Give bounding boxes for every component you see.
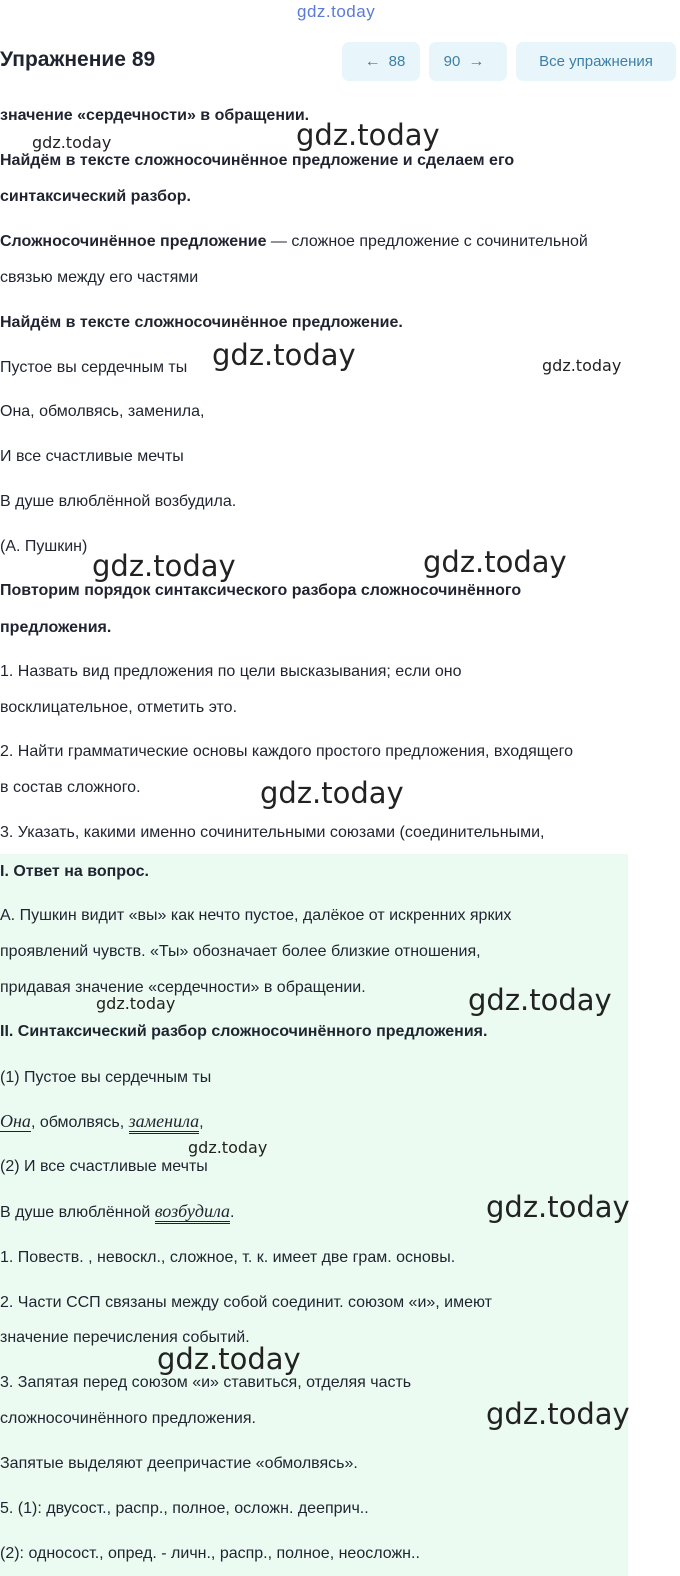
watermark: gdz.today [157, 1342, 301, 1376]
subject-underlined: Она [0, 1111, 31, 1131]
task-line: восклицательное, отметить это. [0, 699, 238, 716]
sentence-fragment: , обмолвясь, [30, 1114, 129, 1131]
answer-heading: I. Ответ на вопрос. [0, 863, 149, 880]
definition-term: Сложносочинённое предложение [0, 233, 267, 250]
predicate-underlined: возбудила [155, 1201, 230, 1224]
sentence-fragment: , [199, 1114, 204, 1131]
task-line: значение «сердечности» в обращении. [0, 107, 310, 124]
analysis-line: 2. Части ССП связаны между собой соединит. союзом «и», имеют [0, 1294, 492, 1311]
definition-text: — сложное предложение с сочинительной [266, 233, 588, 250]
answer-line: придавая значение «сердечности» в обращении. [0, 979, 366, 996]
watermark: gdz.today [468, 983, 612, 1017]
watermark: gdz.today [260, 776, 404, 810]
poem-line: Она, обмолвясь, заменила, [0, 403, 205, 420]
task-line: 2. Найти грамматические основы каждого простого предложения, входящего [0, 743, 574, 760]
task-line: связью между его частями [0, 269, 199, 286]
watermark: gdz.today [486, 1190, 630, 1224]
watermark: gdz.today [423, 545, 567, 579]
watermark: gdz.today [188, 1138, 268, 1157]
task-line: Найдём в тексте сложносочинённое предложение и сделаем его [0, 152, 515, 169]
poem-line: В душе влюблённой возбудила. [0, 493, 237, 510]
all-exercises-label: Все упражнения [539, 53, 653, 70]
task-line: 1. Назвать вид предложения по цели высказывания; если оно [0, 663, 462, 680]
watermark: gdz.today [296, 118, 440, 152]
task-line: Найдём в тексте сложносочинённое предложение. [0, 314, 403, 331]
analysis-line: значение перечисления событий. [0, 1329, 250, 1346]
watermark: gdz.today [542, 356, 622, 375]
next-exercise-label: 90 [443, 53, 461, 70]
sentence-line [0, 1111, 204, 1132]
predicate-underlined: заменила [129, 1111, 200, 1134]
sentence-line: (2) И все счастливые мечты [0, 1158, 208, 1175]
watermark: gdz.today [212, 338, 356, 372]
prev-exercise-button[interactable] [342, 42, 420, 81]
task-line: синтаксический разбор. [0, 188, 191, 205]
watermark: gdz.today [486, 1397, 630, 1431]
task-line: предложения. [0, 619, 112, 636]
watermark: gdz.today [96, 994, 176, 1013]
prev-exercise-label: 88 [388, 53, 406, 70]
task-line: Повторим порядок синтаксического разбора сложносочинённого [0, 582, 522, 599]
analysis-line: 1. Повеств. , невоскл., сложное, т. к. имеет две грам. основы. [0, 1249, 456, 1266]
watermark: gdz.today [92, 549, 236, 583]
definition-line [0, 233, 588, 251]
answer-line: А. Пушкин видит «вы» как нечто пустое, далёкое от искренних ярких [0, 907, 512, 924]
sentence-fragment: В душе влюблённой [0, 1204, 155, 1221]
poem-line: Пустое вы сердечным ты [0, 359, 188, 376]
arrow-right-icon: → [468, 52, 485, 70]
analysis-line: сложносочинённого предложения. [0, 1410, 256, 1427]
answer-line: проявлений чувств. «Ты» обозначает более близкие отношения, [0, 943, 481, 960]
arrow-left-icon: ← [364, 52, 381, 70]
next-exercise-button[interactable] [429, 42, 507, 81]
sentence-line [0, 1201, 234, 1222]
answer-heading: II. Синтаксический разбор сложносочинённого предложения. [0, 1023, 488, 1040]
sentence-fragment: . [230, 1204, 235, 1221]
watermark: gdz.today [32, 133, 112, 152]
analysis-line: 3. Запятая перед союзом «и» ставиться, отделяя часть [0, 1374, 412, 1391]
analysis-line: Запятые выделяют деепричастие «обмолвясь». [0, 1455, 358, 1472]
all-exercises-button[interactable] [516, 42, 676, 81]
poem-author: (А. Пушкин) [0, 538, 88, 555]
page-title: Упражнение 89 [0, 48, 156, 71]
site-logo[interactable]: gdz.today [297, 2, 376, 21]
analysis-line: 5. (1): двусост., распр., полное, осложн. дееприч.. [0, 1500, 369, 1517]
analysis-line: (2): односост., опред. - личн., распр., полное, неосложн.. [0, 1545, 420, 1562]
task-line: 3. Указать, какими именно сочинительными союзами (соединительными, [0, 824, 545, 841]
poem-line: И все счастливые мечты [0, 448, 184, 465]
sentence-line: (1) Пустое вы сердечным ты [0, 1069, 212, 1086]
task-line: в состав сложного. [0, 779, 141, 796]
